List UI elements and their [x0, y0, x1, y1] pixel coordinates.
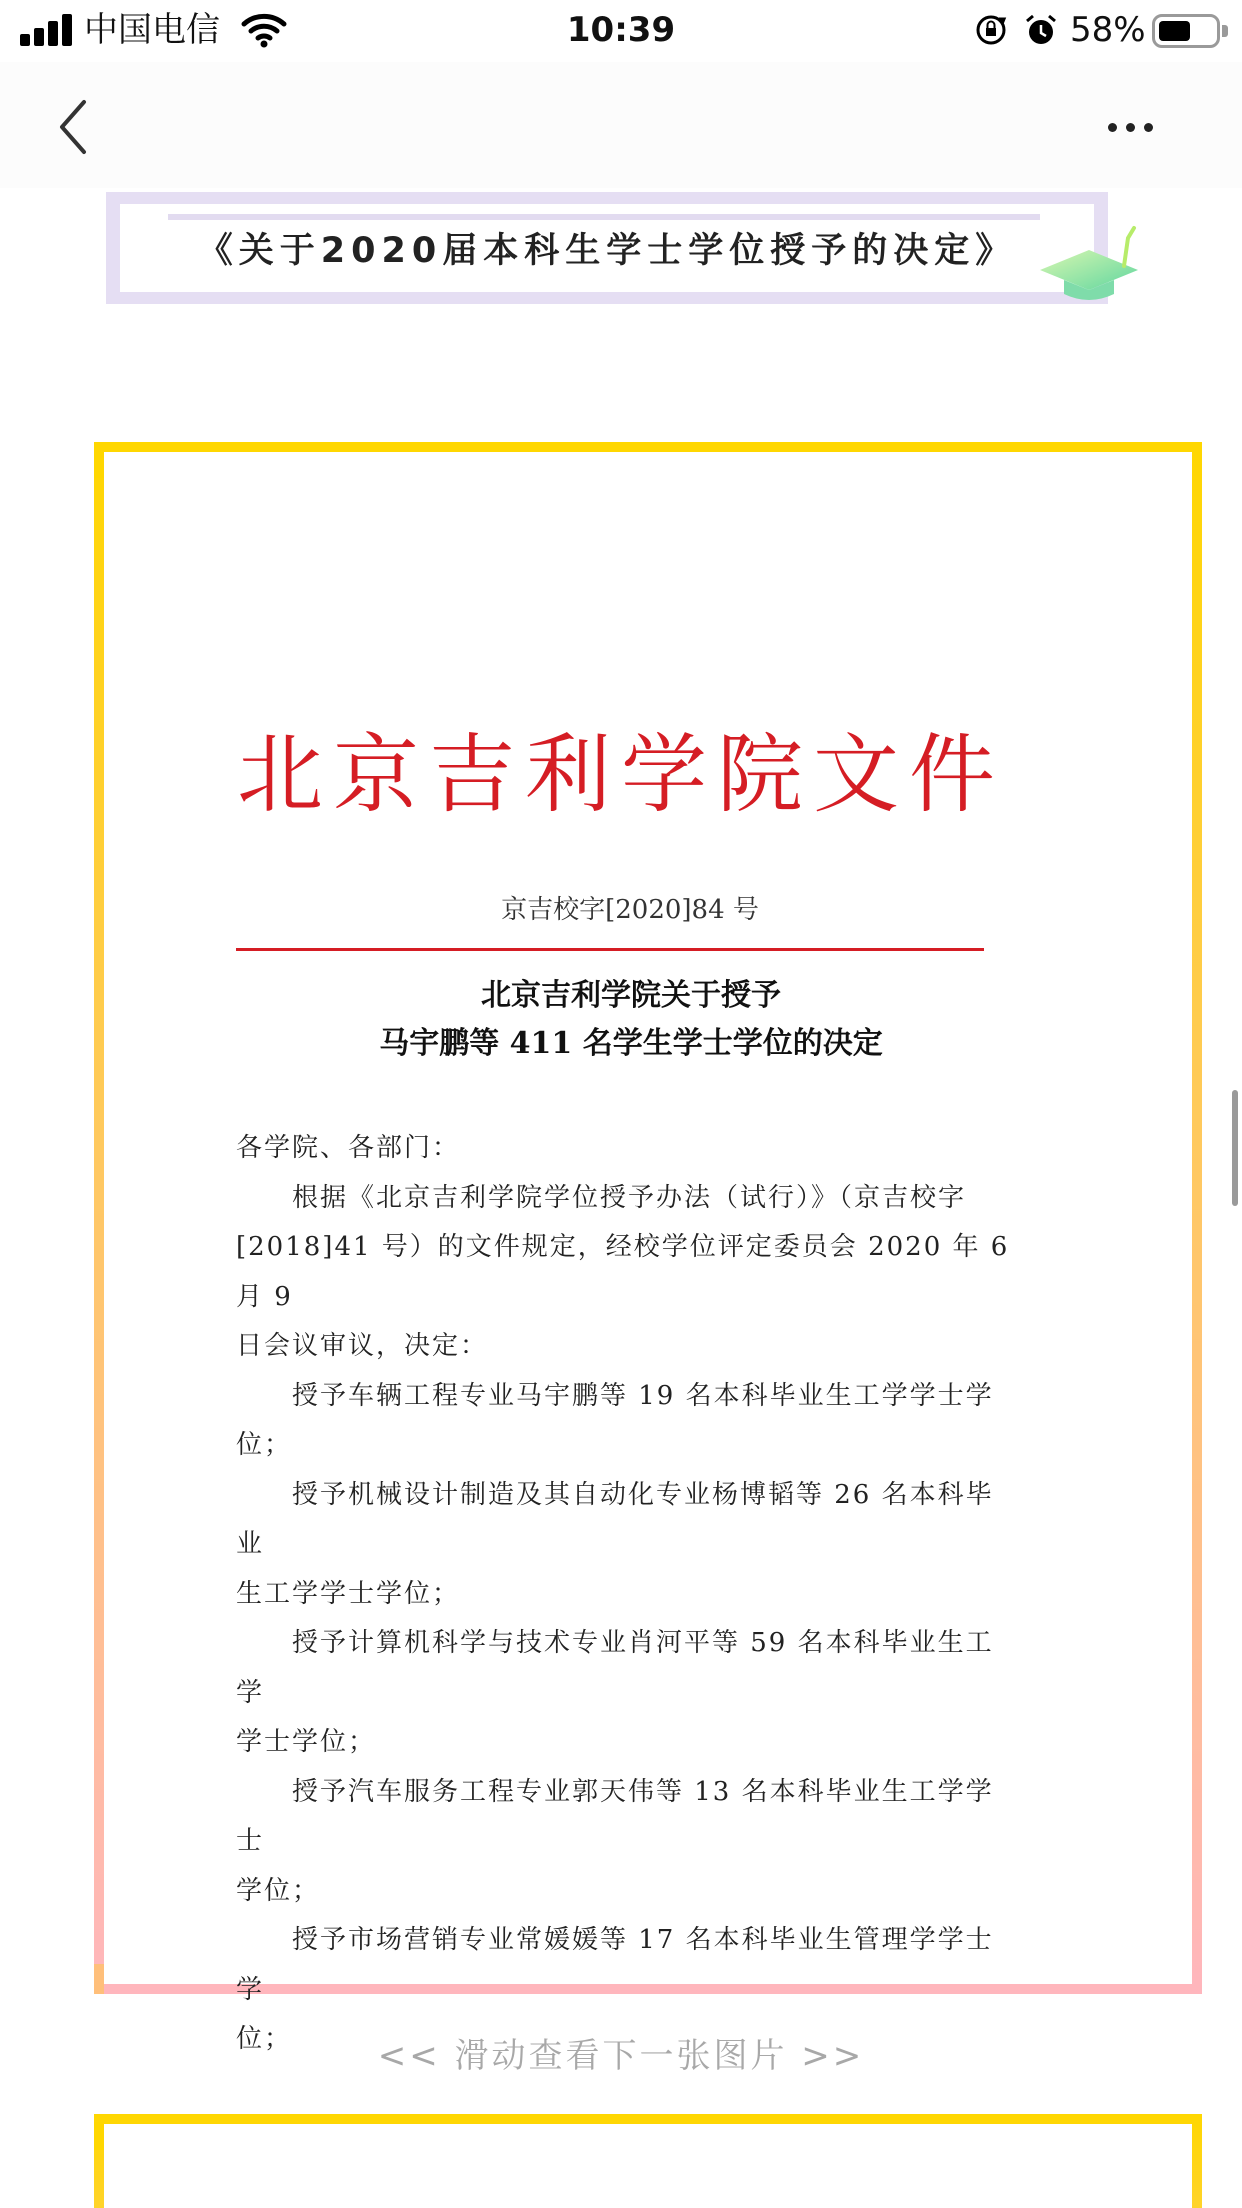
document-number: 京吉校字[2020]84 号: [501, 895, 759, 925]
carrier-name: 中国电信: [84, 10, 220, 50]
next-frame-corner: [94, 2122, 104, 2150]
body-line: 授予车辆工程专业马宇鹏等 19 名本科毕业生工学学士学: [292, 1380, 994, 1411]
rotation-lock-icon: [974, 13, 1008, 47]
body-line: 根据《北京吉利学院学位授予办法（试行）》（京吉校字: [292, 1182, 967, 1213]
battery-level: [1159, 21, 1190, 41]
chevron-left-icon[interactable]: [50, 92, 110, 162]
frame-corner-top: [94, 450, 104, 478]
body-line: 授予汽车服务工程专业郭天伟等 13 名本科毕业生工学学士: [236, 1776, 994, 1856]
body-line: 授予机械设计制造及其自动化专业杨博韬等 26 名本科毕业: [236, 1479, 994, 1559]
body-line: 授予市场营销专业常媛媛等 17 名本科毕业生管理学学士学: [236, 1925, 994, 2005]
body-line: 授予计算机科学与技术专业肖河平等 59 名本科毕业生工学: [236, 1628, 994, 1708]
battery-icon: [1152, 14, 1220, 48]
nav-bar: [0, 62, 1242, 188]
next-document-frame: [94, 2114, 1202, 2208]
status-bar: [0, 0, 1242, 62]
more-dots-icon[interactable]: [1098, 102, 1162, 152]
swipe-hint[interactable]: << 滑动查看下一张图片 >>: [377, 2036, 865, 2076]
graduation-cap-icon: [1034, 220, 1144, 310]
alarm-icon: [1024, 13, 1058, 47]
body-line: 学士学位；: [236, 1727, 377, 1757]
body-line: 位；: [236, 1430, 293, 1460]
battery-percent: 58%: [1070, 10, 1146, 50]
clock: 10:39: [566, 10, 676, 50]
next-document-image: [104, 2124, 1192, 2208]
page-title: 《关于2020届本科生学士学位授予的决定》: [197, 231, 1017, 271]
title-banner-inner: [120, 204, 1094, 292]
body-line: 生工学学士学位；: [236, 1578, 461, 1609]
document-header: 北京吉利学院文件: [237, 725, 1005, 825]
battery-cap: [1222, 25, 1228, 37]
body-line: 位；: [236, 2024, 293, 2054]
salutation: 各学院、各部门：: [236, 1133, 461, 1163]
body-line: 日会议审议，决定：: [236, 1331, 489, 1361]
title-accent-bar: [168, 214, 1040, 220]
frame-corner-bottom: [94, 1964, 104, 1994]
document-body: [236, 1124, 1016, 2065]
article-title-banner: [106, 192, 1108, 304]
document-title-line2: 马宇鹏等 411 名学生学士学位的决定: [379, 1026, 883, 1061]
scrollbar-thumb[interactable]: [1232, 1090, 1238, 1206]
document-title-line1: 北京吉利学院关于授予: [481, 978, 781, 1013]
header-red-rule: [236, 948, 984, 951]
body-line: 学位；: [236, 1875, 321, 1906]
body-line: [2018]41 号）的文件规定，经校学位评定委员会 2020 年 6 月 9: [236, 1232, 1010, 1312]
